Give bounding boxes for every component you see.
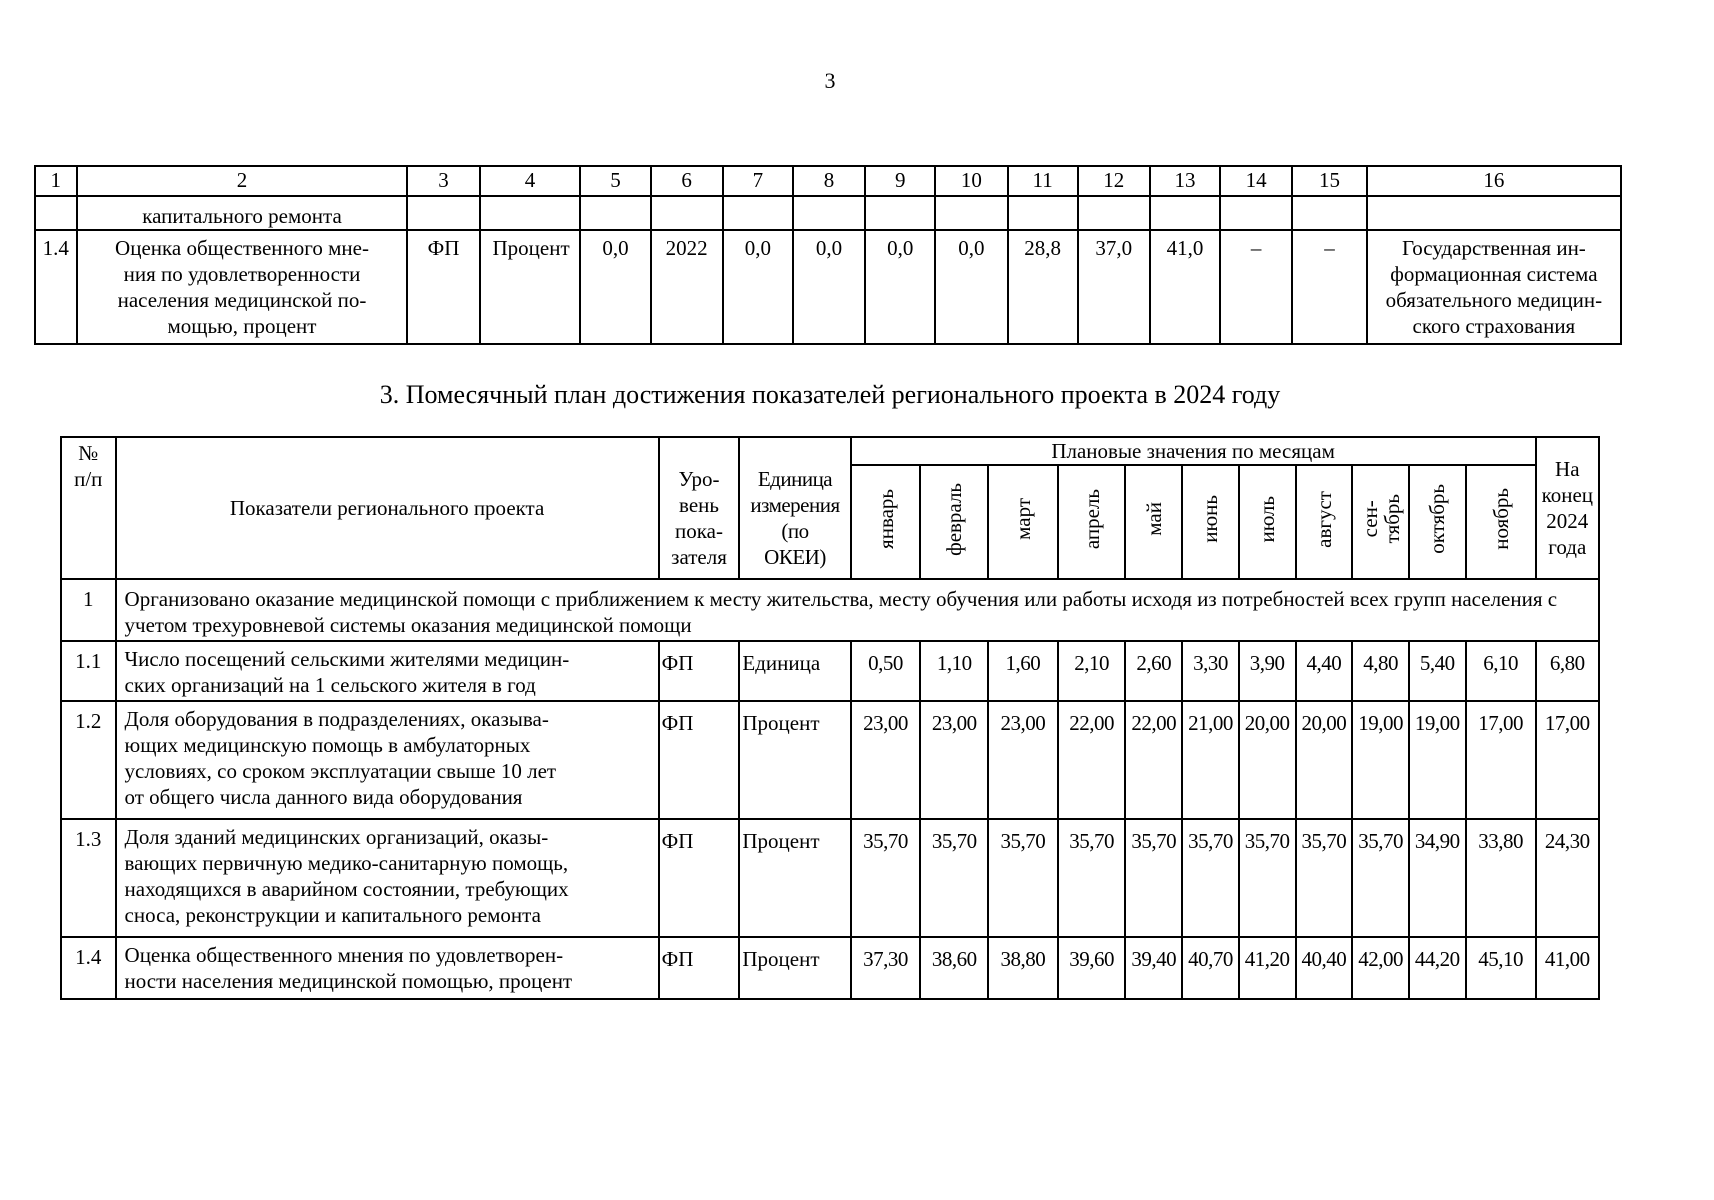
indicator-name: Доля оборудования в подразделениях, оказыва- ющих медицинскую помощь в амбулаторных условиях, со сроком эксплуатации свыше 10 лет от общего числа данного вида оборудования (116, 701, 659, 819)
value-cell: 35,70 (920, 819, 988, 937)
value-cell: 39,40 (1125, 937, 1182, 999)
month-label: октябрь (1425, 484, 1450, 554)
value-cell: 28,8 (1008, 230, 1078, 344)
month-header (1182, 465, 1239, 579)
value-cell: 3,90 (1239, 641, 1296, 701)
month-header (1352, 465, 1409, 579)
value-cell: 38,60 (920, 937, 988, 999)
continuation-row (35, 196, 1621, 230)
month-label: июль (1255, 495, 1280, 543)
monthly-plan-table (60, 436, 1600, 1000)
section-text: Организовано оказание медицинской помощи с приближением к месту жительства, месту обучения или работы исходя из потребностей всех групп населения с учетом трехуровневой системы оказания медицинской помощи (116, 579, 1599, 641)
value-cell: – (1220, 230, 1292, 344)
month-label: июнь (1198, 495, 1223, 543)
page-number: 3 (824, 68, 836, 93)
value-cell: 4,40 (1296, 641, 1353, 701)
table-row (61, 641, 1599, 701)
col-number: 3 (407, 166, 479, 196)
table-row (35, 230, 1621, 344)
value-cell: 3,30 (1182, 641, 1239, 701)
value-cell: 35,70 (1182, 819, 1239, 937)
indicator-level: ФП (659, 641, 740, 701)
value-cell: 39,60 (1058, 937, 1126, 999)
value-cell: 0,50 (851, 641, 921, 701)
value-cell: 0,0 (935, 230, 1007, 344)
row-number: 1.4 (61, 937, 116, 999)
col-number: 9 (865, 166, 935, 196)
value-cell: 23,00 (920, 701, 988, 819)
value-cell: 35,70 (1352, 819, 1409, 937)
value-cell: 1,10 (920, 641, 988, 701)
col-number: 1 (35, 166, 77, 196)
col-number: 16 (1367, 166, 1621, 196)
unit: Процент (739, 701, 850, 819)
value-cell: 2,60 (1125, 641, 1182, 701)
value-cell: 19,00 (1352, 701, 1409, 819)
indicator-level: ФП (659, 819, 740, 937)
header-num: № п/п (61, 437, 116, 579)
col-number: 11 (1008, 166, 1078, 196)
value-cell: 17,00 (1466, 701, 1536, 819)
indicator-name: капитального ремонта (77, 196, 408, 230)
data-source: Государственная ин- формационная система обязательного медицин- ского страхования (1367, 230, 1621, 344)
value-cell: 21,00 (1182, 701, 1239, 819)
base-year: 2022 (651, 230, 723, 344)
col-number: 15 (1292, 166, 1366, 196)
month-header (920, 465, 988, 579)
value-cell: 2,10 (1058, 641, 1126, 701)
col-number: 7 (723, 166, 793, 196)
value-cell: 35,70 (1239, 819, 1296, 937)
month-label: ноябрь (1488, 488, 1513, 550)
value-cell: 0,0 (793, 230, 865, 344)
value-cell: 37,30 (851, 937, 921, 999)
value-cell: 4,80 (1352, 641, 1409, 701)
value-cell: 35,70 (1058, 819, 1126, 937)
col-number: 6 (651, 166, 723, 196)
value-cell: 5,40 (1409, 641, 1466, 701)
row-number: 1.2 (61, 701, 116, 819)
base-value: 0,0 (580, 230, 650, 344)
value-cell: 35,70 (988, 819, 1058, 937)
col-number: 13 (1150, 166, 1220, 196)
unit: Единица (739, 641, 850, 701)
value-cell: 20,00 (1296, 701, 1353, 819)
table-row (61, 937, 1599, 999)
month-label: январь (873, 489, 898, 549)
month-label: апрель (1079, 488, 1104, 550)
indicator-level: ФП (659, 701, 740, 819)
value-cell: 44,20 (1409, 937, 1466, 999)
indicator-level: ФП (407, 230, 479, 344)
row-number: 1.3 (61, 819, 116, 937)
row-number: 1.4 (35, 230, 77, 344)
value-cell: 0,0 (865, 230, 935, 344)
table-row (61, 819, 1599, 937)
indicator-name: Число посещений сельскими жителями медицин- ских организаций на 1 сельского жителя в год (116, 641, 659, 701)
value-cell: 24,30 (1536, 819, 1599, 937)
value-cell: 45,10 (1466, 937, 1536, 999)
section-heading: 3. Помесячный план достижения показателей регионального проекта в 2024 году (379, 380, 1281, 409)
section-row (61, 579, 1599, 641)
month-header (1058, 465, 1126, 579)
month-label: март (1010, 498, 1035, 540)
value-cell: 17,00 (1536, 701, 1599, 819)
value-cell: 22,00 (1058, 701, 1126, 819)
value-cell: 34,90 (1409, 819, 1466, 937)
indicator-name: Оценка общественного мне- ния по удовлетворенности населения медицинской по- мощью, процент (77, 230, 408, 344)
column-number-row (35, 166, 1621, 196)
value-cell: 6,80 (1536, 641, 1599, 701)
value-cell: 35,70 (1125, 819, 1182, 937)
indicator-level: ФП (659, 937, 740, 999)
value-cell: – (1292, 230, 1366, 344)
value-cell: 1,60 (988, 641, 1058, 701)
value-cell: 37,0 (1078, 230, 1150, 344)
value-cell: 41,20 (1239, 937, 1296, 999)
unit: Процент (739, 819, 850, 937)
header-year-end: На конец 2024 года (1536, 437, 1599, 579)
col-number: 12 (1078, 166, 1150, 196)
col-number: 10 (935, 166, 1007, 196)
value-cell: 41,0 (1150, 230, 1220, 344)
header-row (61, 437, 1599, 465)
row-number: 1 (61, 579, 116, 641)
value-cell: 42,00 (1352, 937, 1409, 999)
value-cell: 0,0 (723, 230, 793, 344)
value-cell: 40,70 (1182, 937, 1239, 999)
value-cell: 6,10 (1466, 641, 1536, 701)
col-number: 4 (480, 166, 581, 196)
header-level: Уро- вень пока- зателя (659, 437, 740, 579)
col-number: 14 (1220, 166, 1292, 196)
month-label: сен- тябрь (1357, 494, 1404, 544)
value-cell: 33,80 (1466, 819, 1536, 937)
col-number: 5 (580, 166, 650, 196)
table-row (61, 701, 1599, 819)
unit: Процент (480, 230, 581, 344)
value-cell: 40,40 (1296, 937, 1353, 999)
value-cell: 35,70 (1296, 819, 1353, 937)
header-indicator: Показатели регионального проекта (116, 437, 659, 579)
month-header (1125, 465, 1182, 579)
month-header (851, 465, 921, 579)
unit: Процент (739, 937, 850, 999)
value-cell: 22,00 (1125, 701, 1182, 819)
indicator-name: Доля зданий медицинских организаций, оказы- вающих первичную медико-санитарную помощь, находящихся в аварийном состоянии, требующих сноса, реконструкции и капитального ремонта (116, 819, 659, 937)
month-label: август (1311, 490, 1336, 548)
value-cell: 23,00 (851, 701, 921, 819)
month-label: февраль (942, 482, 967, 556)
month-label: май (1141, 502, 1166, 536)
value-cell: 35,70 (851, 819, 921, 937)
indicators-table-continuation (34, 165, 1622, 345)
month-header (1239, 465, 1296, 579)
col-number: 8 (793, 166, 865, 196)
value-cell: 41,00 (1536, 937, 1599, 999)
value-cell: 38,80 (988, 937, 1058, 999)
month-header (1409, 465, 1466, 579)
row-number: 1.1 (61, 641, 116, 701)
month-header (1296, 465, 1353, 579)
col-number: 2 (77, 166, 408, 196)
value-cell: 19,00 (1409, 701, 1466, 819)
month-header (1466, 465, 1536, 579)
value-cell: 20,00 (1239, 701, 1296, 819)
value-cell: 23,00 (988, 701, 1058, 819)
month-header (988, 465, 1058, 579)
header-unit: Единица измерения (по ОКЕИ) (739, 437, 850, 579)
indicator-name: Оценка общественного мнения по удовлетворен- ности населения медицинской помощью, процент (116, 937, 659, 999)
header-planned: Плановые значения по месяцам (851, 437, 1536, 465)
